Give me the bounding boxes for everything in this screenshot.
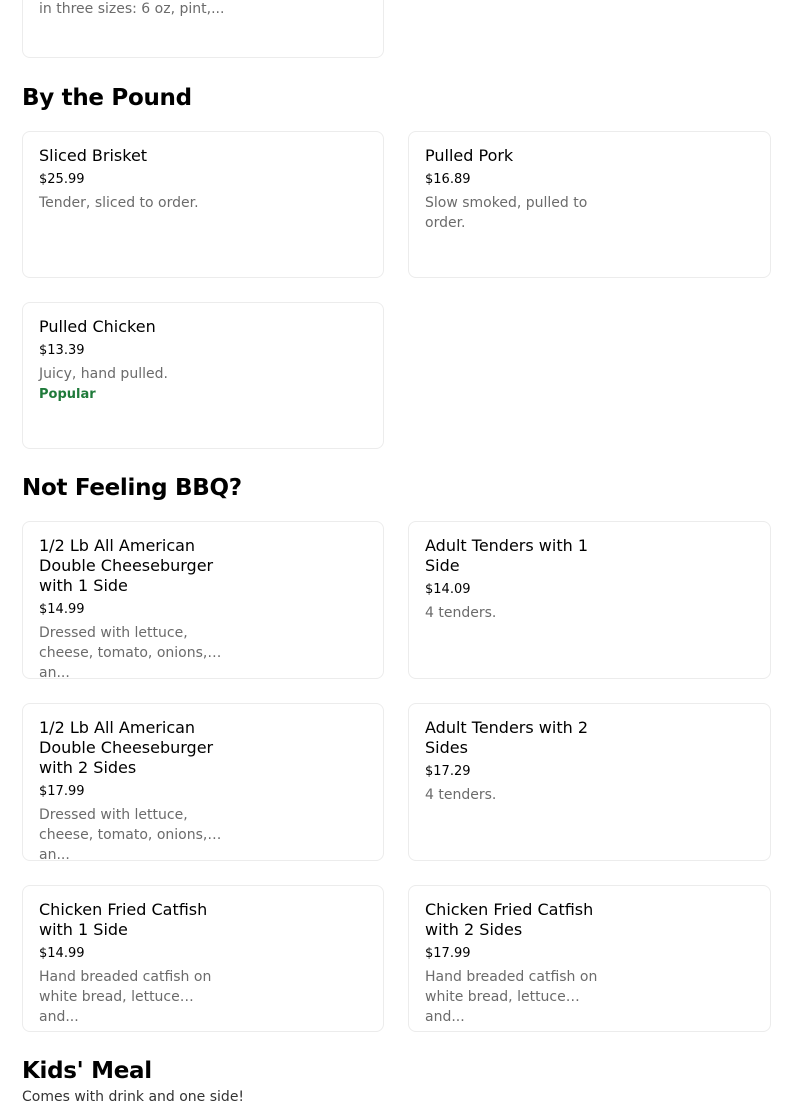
item-name: Pulled Pork <box>425 146 514 165</box>
item-description: Dressed with lettuce, cheese, tomato, onions, an... <box>39 625 208 681</box>
menu-item-card[interactable] <box>22 703 384 861</box>
popular-badge: Popular <box>39 387 96 402</box>
menu-item-card[interactable] <box>22 0 384 58</box>
section-title-by-the-pound: By the Pound <box>22 85 192 111</box>
item-name: 1/2 Lb All American Double Cheeseburger with 1 Side <box>39 536 214 595</box>
menu-item-card[interactable] <box>22 131 384 278</box>
item-description: Juicy, hand pulled. <box>39 366 168 382</box>
item-name: Pulled Chicken <box>39 317 156 336</box>
item-description: Slow smoked, pulled to order. <box>425 195 588 231</box>
item-description: Dressed with lettuce, cheese, tomato, onions, an... <box>39 807 208 863</box>
menu-item-card[interactable] <box>22 302 384 449</box>
item-description: Hand breaded catfish on white bread, lettuce and... <box>425 969 598 1025</box>
section-title-not-feeling-bbq: Not Feeling BBQ? <box>22 475 242 501</box>
item-price: $14.99 <box>39 602 85 617</box>
item-name: Chicken Fried Catfish with 1 Side <box>39 900 208 939</box>
menu-item-card[interactable] <box>408 521 771 679</box>
item-price: $14.09 <box>425 582 471 597</box>
menu-item-card[interactable] <box>408 131 771 278</box>
item-price: $17.99 <box>39 784 85 799</box>
item-price: $17.29 <box>425 764 471 779</box>
section-subtitle: Comes with drink and one side! <box>22 1089 245 1105</box>
item-price: $16.89 <box>425 172 471 187</box>
item-description: 4 tenders. <box>425 605 497 621</box>
item-price: $25.99 <box>39 172 85 187</box>
item-name: Sliced Brisket <box>39 146 148 165</box>
item-description: 4 tenders. <box>425 787 497 803</box>
item-price: $14.99 <box>39 946 85 961</box>
item-name: Chicken Fried Catfish with 2 Sides <box>425 900 594 939</box>
menu-item-card[interactable] <box>408 885 771 1032</box>
section-title-kids-meal: Kids' Meal <box>22 1058 152 1084</box>
item-name: Adult Tenders with 2 Sides <box>425 718 589 757</box>
item-name: Adult Tenders with 1 Side <box>425 536 589 575</box>
item-description: Tender, sliced to order. <box>39 195 199 211</box>
item-description: in three sizes: 6 oz, pint,... <box>39 1 225 17</box>
menu-item-card[interactable] <box>408 703 771 861</box>
item-price: $13.39 <box>39 343 85 358</box>
menu-item-card[interactable] <box>22 885 384 1032</box>
item-price: $17.99 <box>425 946 471 961</box>
item-name: 1/2 Lb All American Double Cheeseburger with 2 Sides <box>39 718 214 777</box>
menu-item-card[interactable] <box>22 521 384 679</box>
item-description: Hand breaded catfish on white bread, lettuce and... <box>39 969 212 1025</box>
